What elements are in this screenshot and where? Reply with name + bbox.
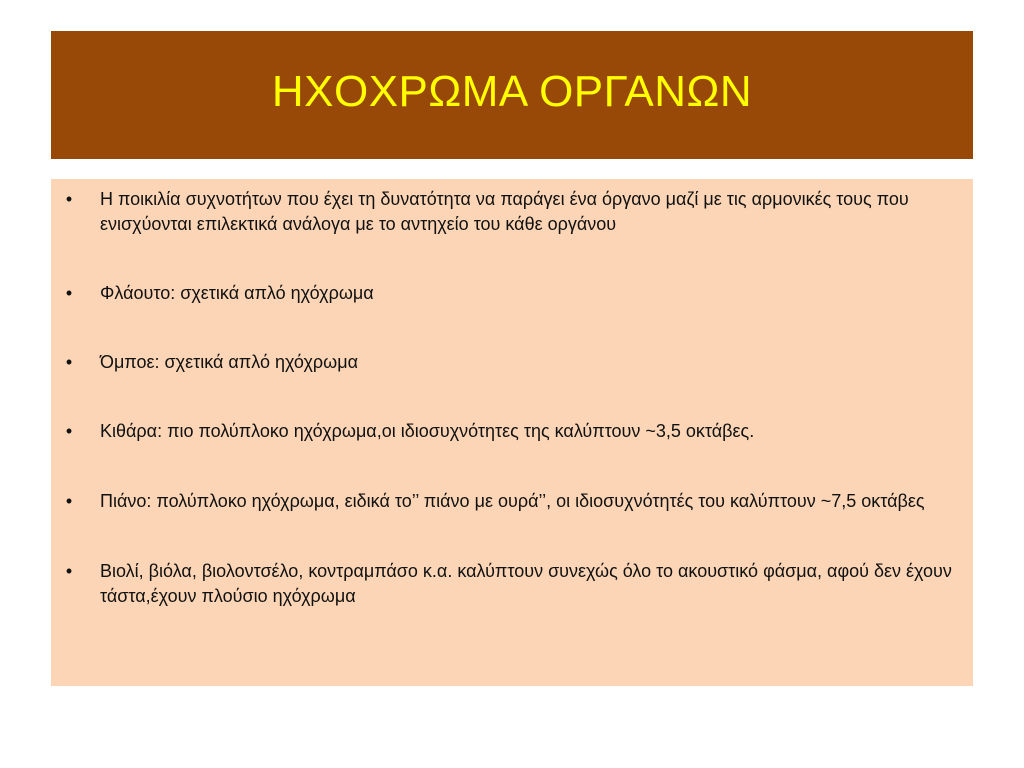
- bullet-dot-icon: •: [65, 352, 73, 372]
- title-band: [51, 31, 973, 159]
- bullet-dot-icon: •: [65, 283, 73, 303]
- bullet-dot-icon: •: [65, 421, 73, 441]
- bullet-text: Φλάουτο: σχετικά απλό ηχόχρωμα: [100, 283, 374, 303]
- bullet-item: [51, 559, 973, 609]
- bullet-dot-icon: •: [65, 491, 73, 511]
- bullet-text: Βιολί, βιόλα, βιολοντσέλο, κοντραμπάσο κ.α. καλύπτουν συνεχώς όλο το ακουστικό φάσμα, αφού δεν έχουν τάστα,έχουν πλούσιο ηχόχρωμα: [100, 561, 952, 606]
- content-box: [51, 179, 973, 686]
- bullet-text: Όμποε: σχετικά απλό ηχόχρωμα: [100, 352, 358, 372]
- bullet-dot-icon: •: [65, 189, 73, 209]
- bullet-text: Πιάνο: πολύπλοκο ηχόχρωμα, ειδικά το’’ πιάνο με ουρά’’, οι ιδιοσυχνότητές του καλύπτουν ~7,5 οκτάβες: [100, 491, 925, 511]
- bullet-text: Κιθάρα: πιο πολύπλοκο ηχόχρωμα,οι ιδιοσυχνότητες της καλύπτουν ~3,5 οκτάβες.: [100, 421, 755, 441]
- bullet-list: [51, 187, 973, 609]
- bullet-item: [51, 187, 973, 237]
- bullet-item: [51, 350, 973, 375]
- bullet-dot-icon: •: [65, 561, 73, 581]
- bullet-item: [51, 281, 973, 306]
- bullet-item: [51, 419, 973, 444]
- bullet-item: [51, 489, 973, 514]
- slide-title: ΗΧΟΧΡΩΜΑ ΟΡΓΑΝΩΝ: [271, 67, 753, 116]
- bullet-text: Η ποικιλία συχνοτήτων που έχει τη δυνατότητα να παράγει ένα όργανο μαζί με τις αρμονικές τους που ενισχύονται επιλεκτικά ανάλογα με το αντηχείο του κάθε οργάνου: [100, 189, 909, 234]
